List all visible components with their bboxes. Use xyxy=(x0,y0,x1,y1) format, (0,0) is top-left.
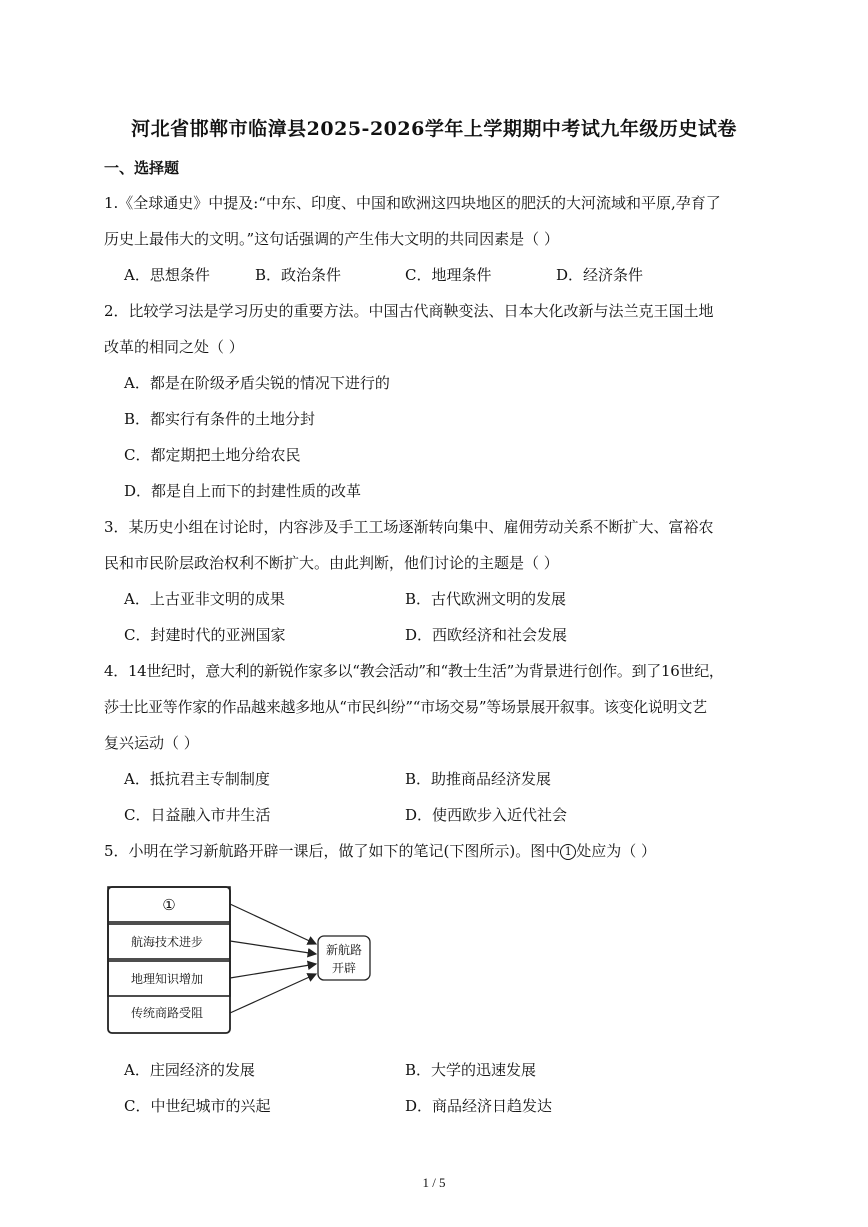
circled-number: 1 xyxy=(560,844,576,860)
q4-option-a: A．抵抗君主专制制度 xyxy=(124,770,270,788)
box-1-label: ① xyxy=(162,896,176,914)
q2-option-c: C．都定期把土地分给农民 xyxy=(124,446,301,464)
q5-option-d: D．商品经济日趋发达 xyxy=(405,1097,553,1115)
page-number: 1 / 5 xyxy=(422,1175,446,1190)
arrow-4 xyxy=(230,974,316,1013)
q3-option-a: A．上古亚非文明的成果 xyxy=(124,590,285,608)
q1-stem-line2: 历史上最伟大的文明。”这句话强调的产生伟大文明的共同因素是（ ） xyxy=(104,230,559,248)
q3-stem-line2: 民和市民阶层政治权利不断扩大。由此判断，他们讨论的主题是（ ） xyxy=(104,554,559,572)
q2-option-b: B．都实行有条件的土地分封 xyxy=(124,410,316,428)
q1-option-c: C．地理条件 xyxy=(405,266,492,284)
q5-stem-post: 处应为（ ） xyxy=(576,842,657,860)
arrows xyxy=(230,904,316,1013)
q2-stem-line2: 改革的相同之处（ ） xyxy=(104,338,244,356)
q1-option-d: D．经济条件 xyxy=(556,266,644,284)
q5-option-b: B．大学的迅速发展 xyxy=(405,1061,537,1079)
q3-option-c: C．封建时代的亚洲国家 xyxy=(124,626,286,644)
q5-option-c: C．中世纪城市的兴起 xyxy=(124,1097,271,1115)
q2-stem-line1: 2．比较学习法是学习历史的重要方法。中国古代商鞅变法、日本大化改新与法兰克王国土地 xyxy=(104,302,714,320)
section-heading: 一、选择题 xyxy=(104,159,180,177)
q1-option-a: A．思想条件 xyxy=(124,266,210,284)
q3-option-b: B．古代欧洲文明的发展 xyxy=(405,590,567,608)
q4-stem-line3: 复兴运动（ ） xyxy=(104,734,199,752)
target-label-line1: 新航路 xyxy=(325,943,363,957)
q1-stem-line1: 1.《全球通史》中提及:“中东、印度、中国和欧洲这四块地区的肥沃的大河流域和平原,孕育了 xyxy=(104,194,721,212)
q3-option-d: D．西欧经济和社会发展 xyxy=(405,626,568,644)
q2-option-d: D．都是自上而下的封建性质的改革 xyxy=(124,482,362,500)
q1-option-b: B．政治条件 xyxy=(255,266,342,284)
q5-option-a: A．庄园经济的发展 xyxy=(124,1061,255,1079)
box-4-label: 传统商路受阻 xyxy=(130,1006,204,1020)
q4-option-b: B．助推商品经济发展 xyxy=(405,770,552,788)
arrow-2 xyxy=(230,941,316,954)
q3-stem-line1: 3．某历史小组在讨论时，内容涉及手工工场逐渐转向集中、雇佣劳动关系不断扩大、富裕农 xyxy=(104,518,714,536)
box-3-label: 地理知识增加 xyxy=(130,972,204,986)
arrow-3 xyxy=(230,964,316,978)
q2-option-a: A．都是在阶级矛盾尖锐的情况下进行的 xyxy=(124,374,390,392)
exam-title: 河北省邯郸市临漳县2025-2026学年上学期期中考试九年级历史试卷 xyxy=(131,118,737,140)
q4-stem-line2: 莎士比亚等作家的作品越来越多地从“市民纠纷”“市场交易”等场景展开叙事。该变化说明文艺 xyxy=(104,698,707,716)
arrow-1 xyxy=(230,904,316,944)
notes-diagram xyxy=(104,884,384,1039)
q4-stem-line1: 4．14世纪时，意大利的新锐作家多以“教会活动”和“教士生活”为背景进行创作。到了16世纪， xyxy=(104,662,724,680)
target-label-line2: 开辟 xyxy=(331,961,357,975)
q4-option-c: C．日益融入市井生活 xyxy=(124,806,271,824)
box-2-label: 航海技术进步 xyxy=(130,935,204,949)
q4-option-d: D．使西欧步入近代社会 xyxy=(405,806,568,824)
left-box-group xyxy=(108,887,230,1033)
q5-stem-pre: 5．小明在学习新航路开辟一课后，做了如下的笔记(下图所示)。图中 xyxy=(104,842,561,860)
q5-stem-line1 xyxy=(104,841,656,861)
